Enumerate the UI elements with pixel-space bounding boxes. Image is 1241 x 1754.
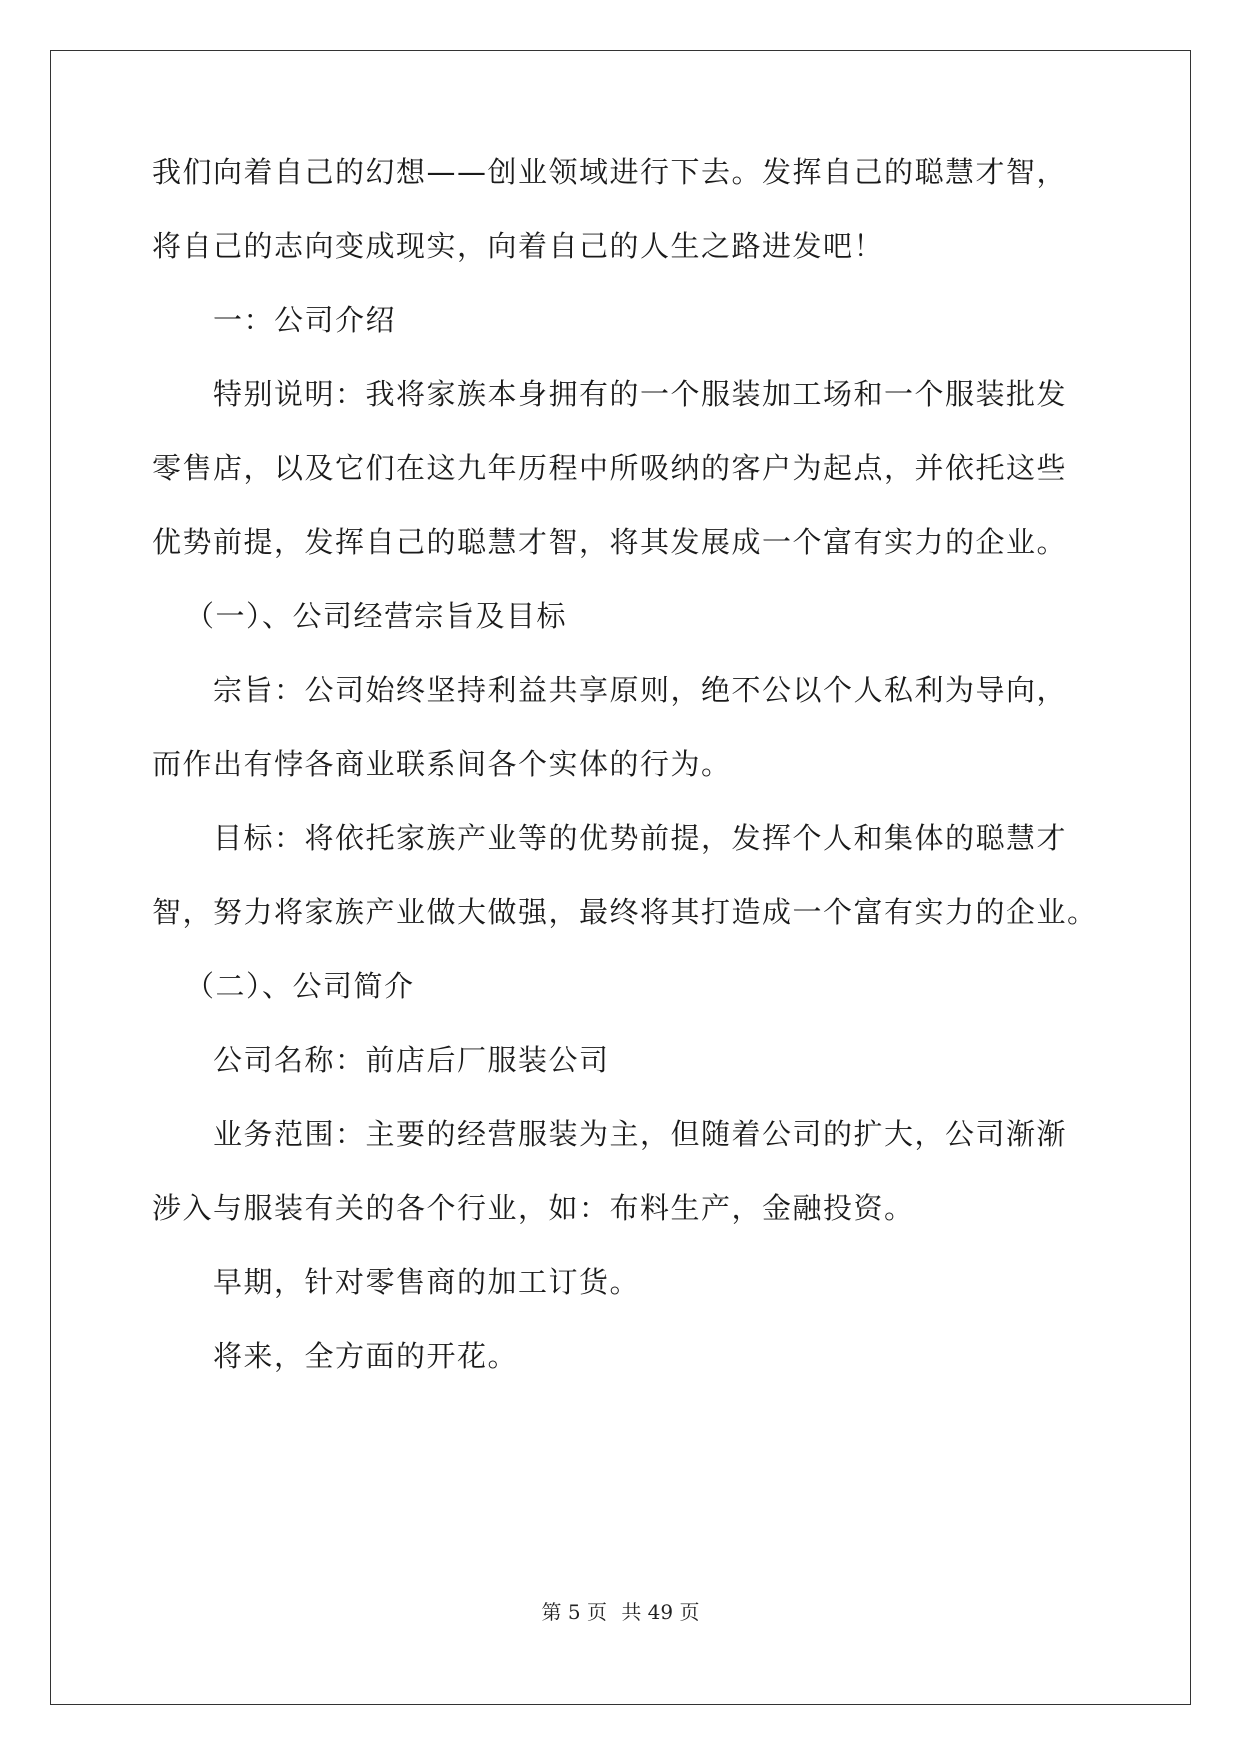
section-heading: （一）、公司经营宗旨及目标 [185, 599, 568, 633]
text-line: 我们向着自己的幻想——创业领域进行下去。发挥自己的聪慧才智， [152, 155, 1068, 189]
text-line: 目标：将依托家族产业等的优势前提，发挥个人和集体的聪慧才 [213, 821, 1068, 855]
section-heading: （二）、公司简介 [185, 969, 415, 1003]
text-line: 宗旨：公司始终坚持利益共享原则，绝不公以个人私利为导向， [213, 673, 1068, 707]
text-line: 零售店，以及它们在这九年历程中所吸纳的客户为起点，并依托这些 [152, 451, 1068, 485]
text-line: 将自己的志向变成现实，向着自己的人生之路进发吧！ [152, 229, 885, 263]
page-footer [0, 1596, 1241, 1625]
section-heading: 一：公司介绍 [213, 303, 397, 337]
text-line: 业务范围：主要的经营服装为主，但随着公司的扩大，公司渐渐 [213, 1117, 1068, 1151]
text-line: 特别说明：我将家族本身拥有的一个服装加工场和一个服装批发 [213, 377, 1068, 411]
text-line: 而作出有悖各商业联系间各个实体的行为。 [152, 747, 732, 781]
text-line: 智，努力将家族产业做大做强，最终将其打造成一个富有实力的企业。 [152, 895, 1098, 929]
text-line: 优势前提，发挥自己的聪慧才智，将其发展成一个富有实力的企业。 [152, 525, 1068, 559]
text-line: 涉入与服装有关的各个行业，如：布料生产，金融投资。 [152, 1191, 915, 1225]
text-line: 早期，针对零售商的加工订货。 [213, 1265, 641, 1299]
page-number: 第 5 页 [541, 1600, 607, 1624]
text-line: 将来，全方面的开花。 [213, 1339, 519, 1373]
page-total: 共 49 页 [621, 1600, 700, 1624]
text-line: 公司名称：前店后厂服装公司 [213, 1043, 610, 1077]
